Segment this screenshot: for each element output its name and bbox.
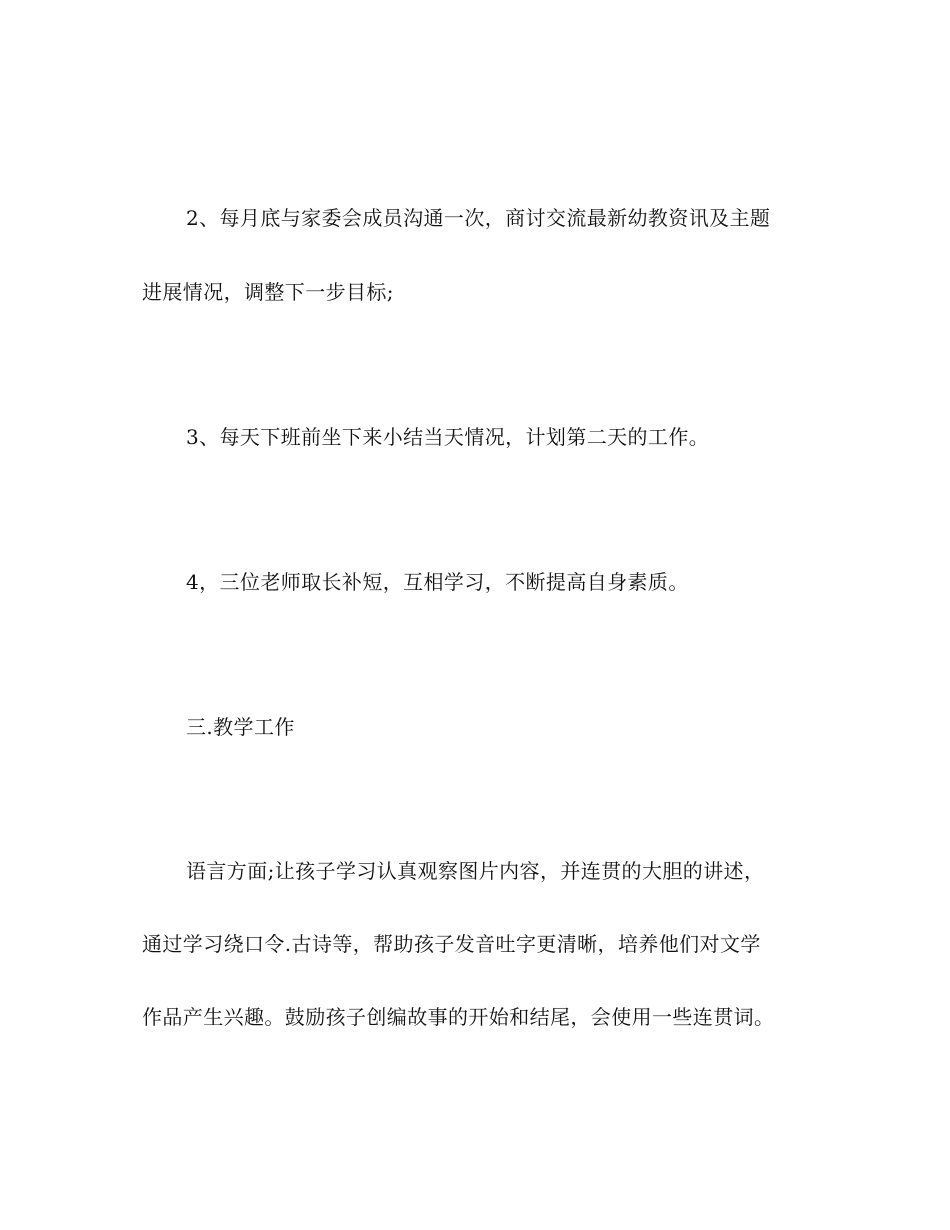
paragraph-4-line-1: 4，三位老师取长补短，互相学习，不断提高自身素质。 bbox=[186, 570, 689, 594]
section-heading-teaching: 三.教学工作 bbox=[186, 715, 295, 739]
paragraph-language-line-3: 作品产生兴趣。鼓励孩子创编故事的开始和结尾，会使用一些连贯词。 bbox=[142, 1005, 775, 1029]
paragraph-3-line-1: 3、每天下班前坐下来小结当天情况，计划第二天的工作。 bbox=[186, 425, 710, 449]
paragraph-2-line-1: 2、每月底与家委会成员沟通一次，商讨交流最新幼教资讯及主题 bbox=[186, 206, 771, 230]
paragraph-language-line-1: 语言方面;让孩子学习认真观察图片内容，并连贯的大胆的讲述， bbox=[186, 859, 765, 883]
paragraph-2-line-2: 进展情况，调整下一步目标; bbox=[142, 280, 394, 304]
paragraph-language-line-2: 通过学习绕口令.古诗等，帮助孩子发音吐字更清晰，培养他们对文学 bbox=[142, 932, 761, 956]
